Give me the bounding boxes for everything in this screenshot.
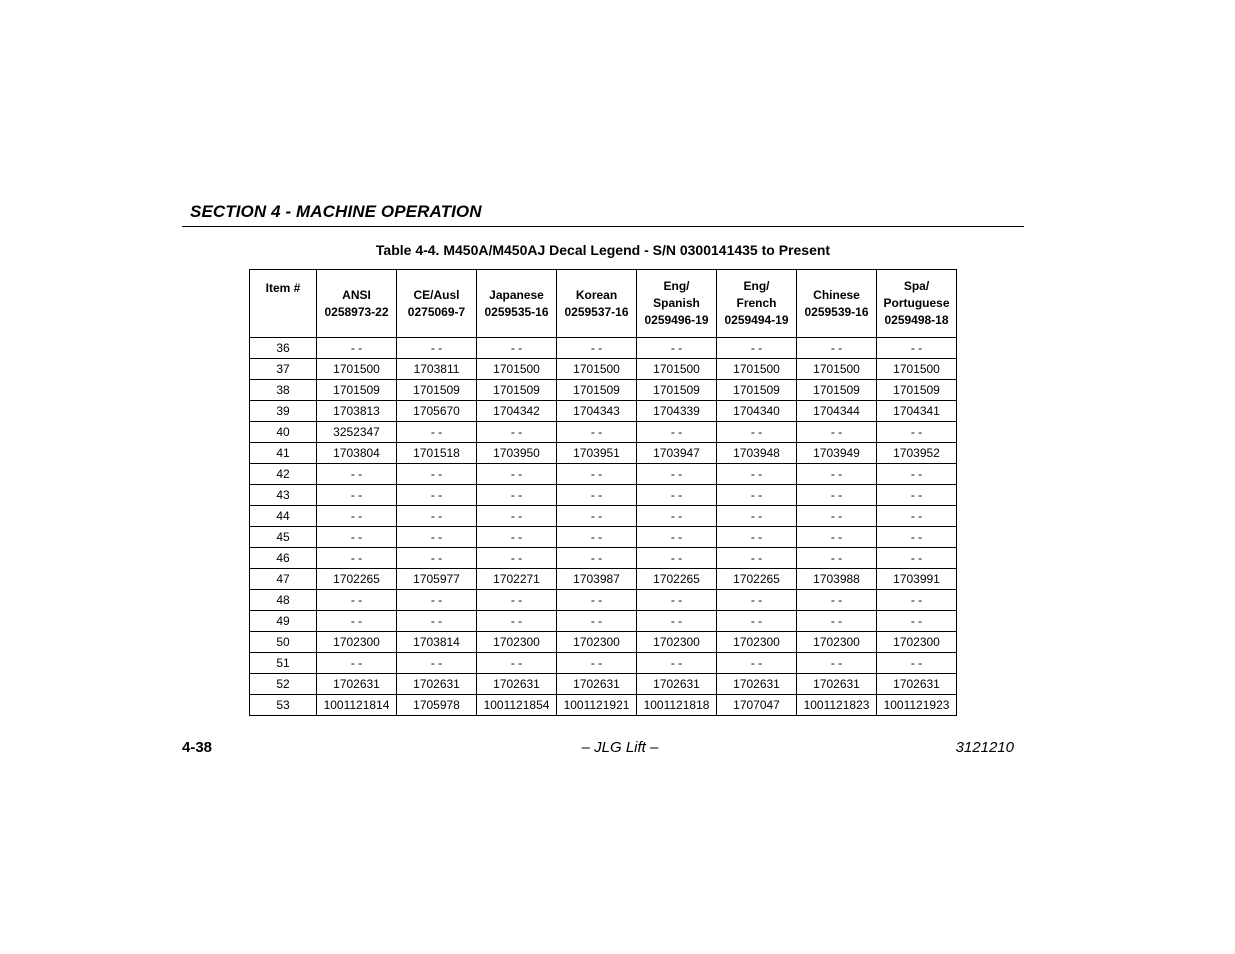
decal-part-cell: - - bbox=[477, 527, 557, 548]
decal-part-cell: 1704342 bbox=[477, 401, 557, 422]
decal-part-cell: - - bbox=[477, 590, 557, 611]
item-number-cell: 40 bbox=[250, 422, 317, 443]
decal-part-cell: - - bbox=[797, 548, 877, 569]
decal-part-cell: - - bbox=[317, 485, 397, 506]
decal-part-cell: 1701500 bbox=[477, 359, 557, 380]
decal-part-cell: 1701509 bbox=[557, 380, 637, 401]
column-header-line: 0259537-16 bbox=[564, 304, 629, 319]
item-number-cell: 42 bbox=[250, 464, 317, 485]
decal-part-cell: - - bbox=[317, 653, 397, 674]
decal-part-cell: - - bbox=[877, 506, 957, 527]
table-row bbox=[250, 422, 957, 443]
column-header bbox=[877, 270, 957, 338]
decal-part-cell: - - bbox=[797, 485, 877, 506]
item-number-cell: 37 bbox=[250, 359, 317, 380]
decal-part-cell: - - bbox=[877, 611, 957, 632]
decal-part-cell: 1703987 bbox=[557, 569, 637, 590]
decal-part-cell: 1702631 bbox=[877, 674, 957, 695]
decal-part-cell: - - bbox=[797, 590, 877, 611]
table-row bbox=[250, 401, 957, 422]
table-row bbox=[250, 359, 957, 380]
decal-part-cell: - - bbox=[797, 338, 877, 359]
decal-part-cell: - - bbox=[317, 611, 397, 632]
table-row bbox=[250, 380, 957, 401]
decal-part-cell: - - bbox=[797, 653, 877, 674]
decal-part-cell: - - bbox=[797, 611, 877, 632]
decal-part-cell: 1701509 bbox=[717, 380, 797, 401]
table-row bbox=[250, 569, 957, 590]
decal-part-cell: - - bbox=[397, 485, 477, 506]
decal-part-cell: - - bbox=[877, 527, 957, 548]
column-header bbox=[557, 270, 637, 338]
decal-part-cell: 1702300 bbox=[797, 632, 877, 653]
decal-part-cell: 1702265 bbox=[637, 569, 717, 590]
table-caption: Table 4-4. M450A/M450AJ Decal Legend - S/N 0300141435 to Present bbox=[375, 242, 831, 258]
table-row bbox=[250, 485, 957, 506]
column-header-line: Japanese bbox=[489, 287, 544, 302]
decal-part-cell: 1001121818 bbox=[637, 695, 717, 716]
decal-part-cell: - - bbox=[397, 422, 477, 443]
decal-part-cell: 1701500 bbox=[637, 359, 717, 380]
item-number-cell: 53 bbox=[250, 695, 317, 716]
decal-part-cell: - - bbox=[717, 548, 797, 569]
column-header-line: 0259498-18 bbox=[884, 313, 949, 327]
decal-part-cell: - - bbox=[877, 464, 957, 485]
table-row bbox=[250, 548, 957, 569]
table-row bbox=[250, 338, 957, 359]
decal-part-cell: - - bbox=[877, 653, 957, 674]
decal-part-cell: 1703950 bbox=[477, 443, 557, 464]
decal-part-cell: 1701509 bbox=[317, 380, 397, 401]
decal-part-cell: - - bbox=[557, 422, 637, 443]
decal-part-cell: 1704340 bbox=[717, 401, 797, 422]
decal-part-cell: - - bbox=[397, 464, 477, 485]
item-number-cell: 45 bbox=[250, 527, 317, 548]
decal-part-cell: - - bbox=[397, 653, 477, 674]
item-number-cell: 50 bbox=[250, 632, 317, 653]
decal-part-cell: - - bbox=[557, 464, 637, 485]
decal-part-cell: 1704341 bbox=[877, 401, 957, 422]
decal-part-cell: - - bbox=[717, 611, 797, 632]
decal-part-cell: 1702631 bbox=[477, 674, 557, 695]
column-header-line: Eng/ bbox=[743, 279, 770, 293]
decal-part-cell: 1701500 bbox=[317, 359, 397, 380]
decal-part-cell: - - bbox=[877, 422, 957, 443]
column-header-line: CE/Ausl bbox=[413, 287, 460, 302]
column-header-line: 0259539-16 bbox=[804, 304, 869, 319]
table-body bbox=[250, 338, 957, 716]
decal-part-cell: - - bbox=[797, 422, 877, 443]
table-row bbox=[250, 653, 957, 674]
item-number-cell: 41 bbox=[250, 443, 317, 464]
item-number-cell: 49 bbox=[250, 611, 317, 632]
item-number-cell: 47 bbox=[250, 569, 317, 590]
decal-part-cell: 1702300 bbox=[317, 632, 397, 653]
column-header-line: 0259535-16 bbox=[484, 304, 549, 319]
decal-legend-table bbox=[249, 269, 957, 716]
section-title: SECTION 4 - MACHINE OPERATION bbox=[190, 202, 482, 221]
decal-part-cell: 1701500 bbox=[717, 359, 797, 380]
decal-part-cell: - - bbox=[397, 590, 477, 611]
decal-part-cell: - - bbox=[397, 338, 477, 359]
decal-part-cell: 1701509 bbox=[637, 380, 717, 401]
decal-part-cell: 1703988 bbox=[797, 569, 877, 590]
decal-part-cell: - - bbox=[317, 506, 397, 527]
decal-part-cell: - - bbox=[557, 548, 637, 569]
decal-part-cell: - - bbox=[557, 527, 637, 548]
decal-part-cell: - - bbox=[717, 338, 797, 359]
item-number-cell: 52 bbox=[250, 674, 317, 695]
decal-part-cell: 1702300 bbox=[477, 632, 557, 653]
page-number: 4-38 bbox=[182, 739, 213, 756]
item-number-cell: 46 bbox=[250, 548, 317, 569]
decal-part-cell: 1702631 bbox=[317, 674, 397, 695]
decal-part-cell: 1705670 bbox=[397, 401, 477, 422]
decal-part-cell: - - bbox=[557, 485, 637, 506]
decal-part-cell: 1702300 bbox=[877, 632, 957, 653]
decal-part-cell: - - bbox=[637, 422, 717, 443]
decal-part-cell: - - bbox=[717, 506, 797, 527]
column-header-item bbox=[250, 270, 317, 338]
decal-part-cell: - - bbox=[637, 653, 717, 674]
table-row bbox=[250, 611, 957, 632]
decal-part-cell: - - bbox=[717, 485, 797, 506]
decal-part-cell: 1702265 bbox=[317, 569, 397, 590]
decal-part-cell: - - bbox=[477, 611, 557, 632]
column-header-line: 0275069-7 bbox=[407, 304, 466, 319]
decal-part-cell: 1701509 bbox=[397, 380, 477, 401]
decal-part-cell: 1001121923 bbox=[877, 695, 957, 716]
decal-part-cell: 1001121823 bbox=[797, 695, 877, 716]
item-number-cell: 48 bbox=[250, 590, 317, 611]
decal-part-cell: - - bbox=[477, 464, 557, 485]
decal-part-cell: - - bbox=[477, 338, 557, 359]
decal-part-cell: - - bbox=[477, 548, 557, 569]
decal-part-cell: 1703948 bbox=[717, 443, 797, 464]
column-header-line: French bbox=[736, 296, 777, 310]
decal-part-cell: - - bbox=[557, 653, 637, 674]
decal-part-cell: - - bbox=[637, 590, 717, 611]
column-header-line: Item # bbox=[265, 281, 301, 295]
decal-part-cell: - - bbox=[477, 506, 557, 527]
decal-part-cell: - - bbox=[877, 548, 957, 569]
decal-part-cell: - - bbox=[317, 527, 397, 548]
table-row bbox=[250, 695, 957, 716]
decal-part-cell: 1703813 bbox=[317, 401, 397, 422]
decal-part-cell: 3252347 bbox=[317, 422, 397, 443]
column-header bbox=[397, 270, 477, 338]
column-header-line: Spanish bbox=[653, 296, 700, 310]
column-header bbox=[637, 270, 717, 338]
decal-part-cell: - - bbox=[717, 590, 797, 611]
decal-part-cell: - - bbox=[557, 506, 637, 527]
decal-part-cell: 1704343 bbox=[557, 401, 637, 422]
decal-part-cell: - - bbox=[637, 485, 717, 506]
decal-part-cell: 1701509 bbox=[797, 380, 877, 401]
decal-part-cell: - - bbox=[317, 338, 397, 359]
decal-part-cell: - - bbox=[637, 338, 717, 359]
table-header bbox=[250, 270, 957, 338]
decal-part-cell: 1702631 bbox=[717, 674, 797, 695]
header-rule bbox=[182, 226, 1024, 227]
decal-part-cell: - - bbox=[397, 506, 477, 527]
table-row bbox=[250, 464, 957, 485]
decal-part-cell: - - bbox=[797, 527, 877, 548]
decal-part-cell: - - bbox=[557, 338, 637, 359]
column-header-line: Korean bbox=[575, 287, 618, 302]
decal-part-cell: - - bbox=[317, 464, 397, 485]
table-row bbox=[250, 443, 957, 464]
decal-part-cell: - - bbox=[637, 506, 717, 527]
decal-part-cell: - - bbox=[477, 485, 557, 506]
decal-part-cell: 1702300 bbox=[557, 632, 637, 653]
decal-part-cell: - - bbox=[717, 422, 797, 443]
decal-part-cell: 1703949 bbox=[797, 443, 877, 464]
column-header bbox=[717, 270, 797, 338]
decal-part-cell: - - bbox=[797, 506, 877, 527]
decal-part-cell: 1707047 bbox=[717, 695, 797, 716]
table-row bbox=[250, 632, 957, 653]
decal-part-cell: 1705978 bbox=[397, 695, 477, 716]
column-header bbox=[797, 270, 877, 338]
decal-part-cell: 1702300 bbox=[717, 632, 797, 653]
decal-part-cell: 1703951 bbox=[557, 443, 637, 464]
decal-part-cell: - - bbox=[877, 590, 957, 611]
item-number-cell: 43 bbox=[250, 485, 317, 506]
decal-part-cell: 1702631 bbox=[397, 674, 477, 695]
decal-part-cell: 1701500 bbox=[877, 359, 957, 380]
decal-part-cell: 1703947 bbox=[637, 443, 717, 464]
decal-part-cell: 1702631 bbox=[797, 674, 877, 695]
column-header-line: Spa/ bbox=[903, 279, 930, 293]
column-header bbox=[477, 270, 557, 338]
decal-part-cell: 1702631 bbox=[557, 674, 637, 695]
decal-part-cell: 1701509 bbox=[877, 380, 957, 401]
item-number-cell: 36 bbox=[250, 338, 317, 359]
decal-part-cell: - - bbox=[717, 464, 797, 485]
decal-part-cell: - - bbox=[477, 653, 557, 674]
decal-part-cell: - - bbox=[397, 611, 477, 632]
header-row bbox=[250, 270, 957, 338]
decal-part-cell: - - bbox=[637, 464, 717, 485]
item-number-cell: 51 bbox=[250, 653, 317, 674]
decal-part-cell: 1702300 bbox=[637, 632, 717, 653]
decal-part-cell: 1704339 bbox=[637, 401, 717, 422]
decal-part-cell: 1703814 bbox=[397, 632, 477, 653]
decal-part-cell: - - bbox=[877, 485, 957, 506]
column-header-line: Eng/ bbox=[663, 279, 690, 293]
table-row bbox=[250, 674, 957, 695]
decal-part-cell: 1704344 bbox=[797, 401, 877, 422]
decal-part-cell: - - bbox=[557, 611, 637, 632]
decal-part-cell: - - bbox=[317, 548, 397, 569]
column-header-line: 0259496-19 bbox=[644, 313, 709, 327]
decal-part-cell: 1001121854 bbox=[477, 695, 557, 716]
doc-number: 3121210 bbox=[955, 739, 1014, 756]
decal-part-cell: 1702631 bbox=[637, 674, 717, 695]
decal-part-cell: - - bbox=[717, 653, 797, 674]
decal-part-cell: - - bbox=[637, 527, 717, 548]
decal-part-cell: - - bbox=[717, 527, 797, 548]
table-row bbox=[250, 527, 957, 548]
table-row bbox=[250, 506, 957, 527]
decal-part-cell: 1701500 bbox=[557, 359, 637, 380]
item-number-cell: 44 bbox=[250, 506, 317, 527]
decal-part-cell: 1702265 bbox=[717, 569, 797, 590]
decal-part-cell: - - bbox=[797, 464, 877, 485]
column-header-line: 0258973-22 bbox=[324, 304, 389, 319]
decal-part-cell: 1701518 bbox=[397, 443, 477, 464]
column-header-line: Chinese bbox=[813, 287, 860, 302]
decal-part-cell: - - bbox=[397, 527, 477, 548]
decal-part-cell: 1001121921 bbox=[557, 695, 637, 716]
decal-part-cell: - - bbox=[637, 611, 717, 632]
decal-part-cell: - - bbox=[317, 590, 397, 611]
decal-part-cell: 1703811 bbox=[397, 359, 477, 380]
decal-part-cell: 1701500 bbox=[797, 359, 877, 380]
decal-part-cell: 1705977 bbox=[397, 569, 477, 590]
column-header bbox=[317, 270, 397, 338]
decal-part-cell: - - bbox=[557, 590, 637, 611]
decal-part-cell: - - bbox=[397, 548, 477, 569]
column-header-line: 0259494-19 bbox=[724, 313, 789, 327]
decal-part-cell: 1701509 bbox=[477, 380, 557, 401]
decal-part-cell: 1703804 bbox=[317, 443, 397, 464]
decal-part-cell: - - bbox=[877, 338, 957, 359]
item-number-cell: 38 bbox=[250, 380, 317, 401]
column-header-line: ANSI bbox=[342, 287, 371, 302]
column-header-line: Portuguese bbox=[883, 296, 950, 310]
decal-part-cell: - - bbox=[637, 548, 717, 569]
decal-part-cell: 1702271 bbox=[477, 569, 557, 590]
decal-part-cell: 1703952 bbox=[877, 443, 957, 464]
decal-part-cell: - - bbox=[477, 422, 557, 443]
item-number-cell: 39 bbox=[250, 401, 317, 422]
decal-part-cell: 1703991 bbox=[877, 569, 957, 590]
table-row bbox=[250, 590, 957, 611]
decal-part-cell: 1001121814 bbox=[317, 695, 397, 716]
footer-center-text: – JLG Lift – bbox=[581, 739, 659, 756]
